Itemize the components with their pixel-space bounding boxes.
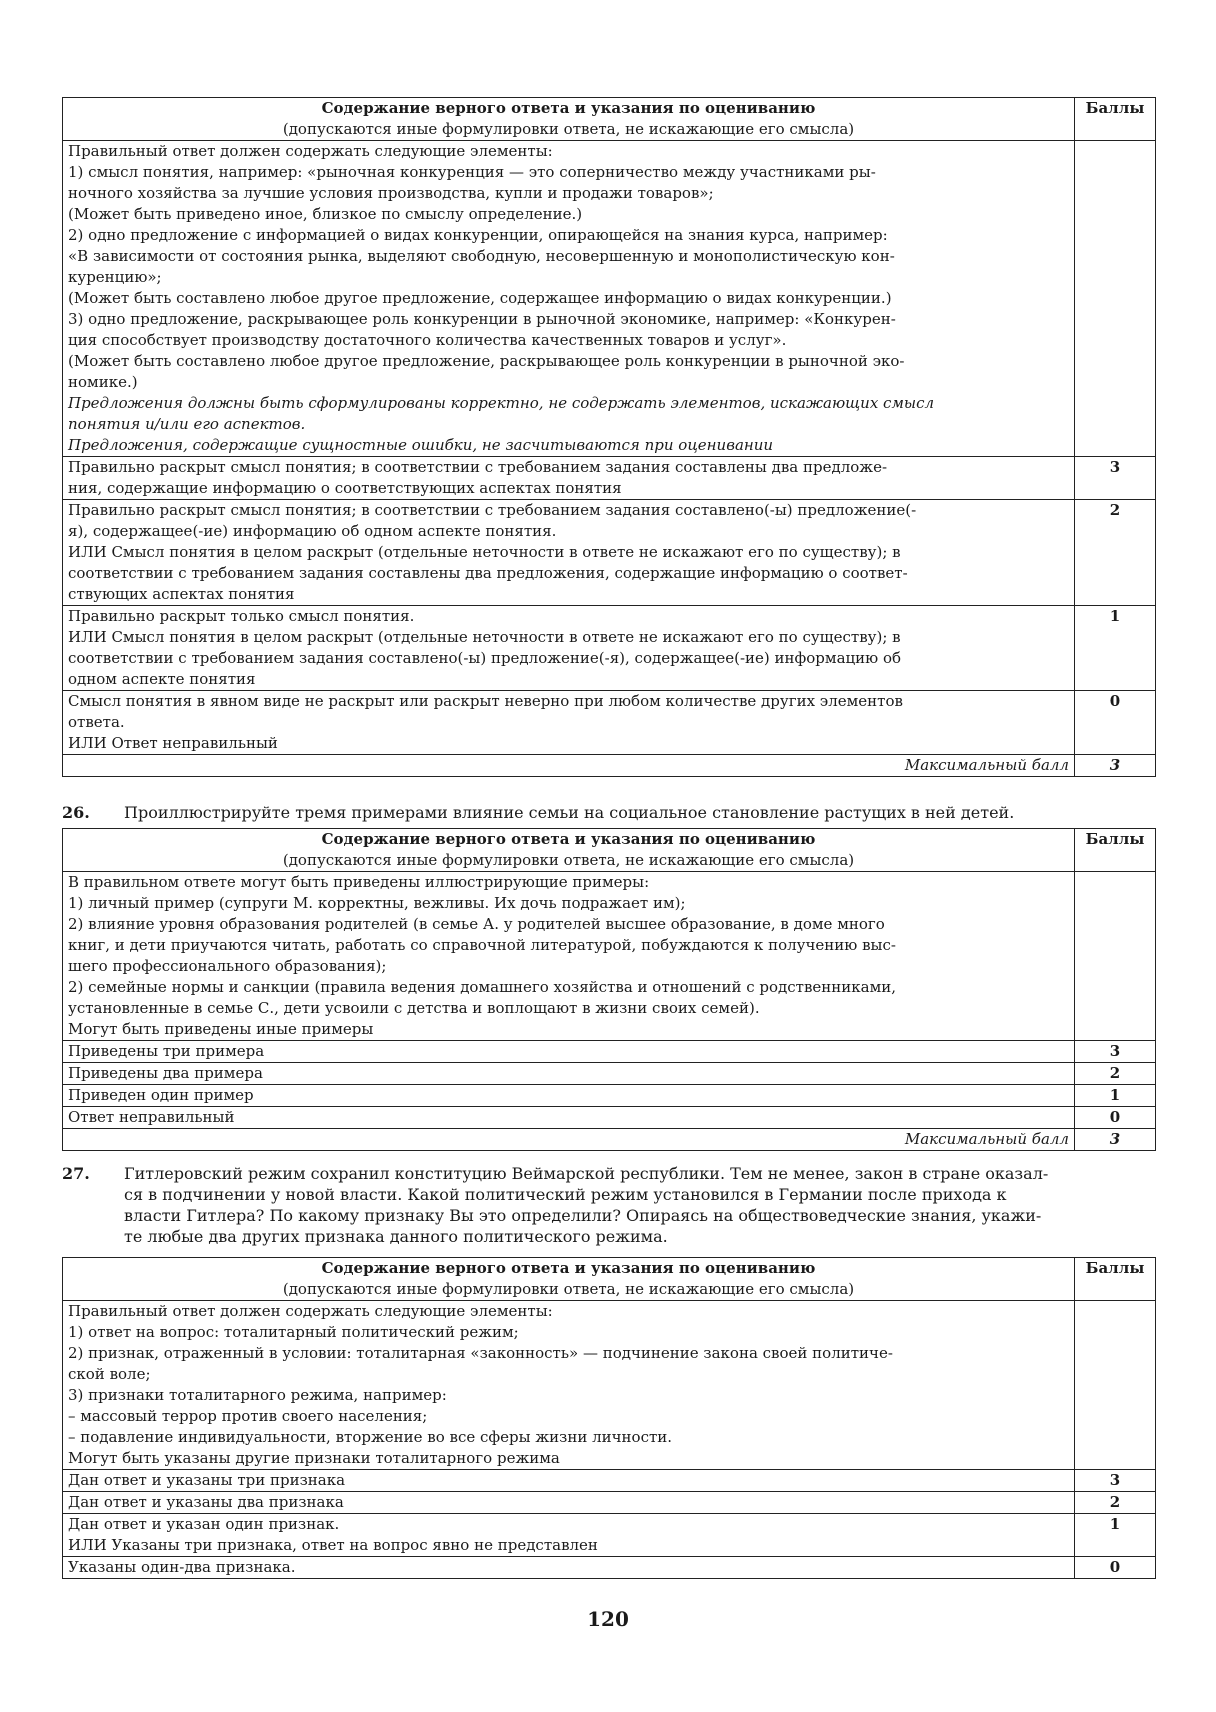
answer-line: номике.) [68, 373, 138, 391]
header-subtitle: (допускаются иные формулировки ответа, не искажающие его смысла) [282, 1280, 855, 1298]
answer-content-cell [63, 141, 1075, 457]
answer-line: 1) смысл понятия, например: «рыночная конкуренция — это соперничество между участниками ры- [68, 163, 876, 181]
criterion-row [63, 606, 1156, 691]
criterion-score: 1 [1075, 606, 1156, 691]
criterion-line: Правильно раскрыт смысл понятия; в соответствии с требованием задания составлено(-ы) предложение(- [68, 501, 917, 519]
empty-score-cell [1075, 872, 1156, 1041]
question-line: те любые два других признака данного политического режима. [124, 1227, 668, 1246]
table-header-row [63, 829, 1156, 872]
criterion-line: Указаны один-два признака. [68, 1558, 296, 1576]
table-header-title-cell [63, 829, 1075, 872]
criterion-line: ИЛИ Смысл понятия в целом раскрыт (отдельные неточности в ответе не искажают его по существу); в [68, 628, 901, 646]
answer-line: 3) одно предложение, раскрывающее роль конкуренции в рыночной экономике, например: «Конкурен- [68, 310, 896, 328]
criterion-line: соответствии с требованием задания составлены два предложения, содержащие информацию о соответ- [68, 564, 908, 582]
answer-line: Могут быть указаны другие признаки тоталитарного режима [68, 1449, 560, 1467]
points-column-header: Баллы [1075, 1258, 1156, 1301]
criterion-row [63, 1041, 1156, 1063]
criterion-line: ИЛИ Ответ неправильный [68, 734, 278, 752]
task25-criteria-table [62, 97, 1156, 777]
empty-score-cell [1075, 141, 1156, 457]
answer-line: 1) ответ на вопрос: тоталитарный политический режим; [68, 1323, 519, 1341]
answer-line: (Может быть составлено любое другое предложение, раскрывающее роль конкуренции в рыночной эко- [68, 352, 905, 370]
criterion-score: 2 [1075, 1492, 1156, 1514]
criterion-line: я), содержащее(-ие) информацию об одном аспекте понятия. [68, 522, 557, 540]
criterion-cell [63, 606, 1075, 691]
criterion-row [63, 1107, 1156, 1129]
criterion-cell: Приведен один пример [63, 1085, 1075, 1107]
criterion-score: 3 [1075, 1041, 1156, 1063]
header-title: Содержание верного ответа и указания по оцениванию [321, 1259, 816, 1277]
header-subtitle: (допускаются иные формулировки ответа, не искажающие его смысла) [282, 851, 855, 869]
criterion-row [63, 457, 1156, 500]
answer-line: Правильный ответ должен содержать следующие элементы: [68, 1302, 553, 1320]
criterion-line: одном аспекте понятия [68, 670, 256, 688]
answer-line: 2) влияние уровня образования родителей (в семье А. у родителей высшее образование, в доме много [68, 915, 885, 933]
answer-line: В правильном ответе могут быть приведены иллюстрирующие примеры: [68, 873, 650, 891]
max-score-row [63, 755, 1156, 777]
task-question-text [124, 1163, 1155, 1247]
answer-line: 2) одно предложение с информацией о видах конкуренции, опирающейся на знания курса, например: [68, 226, 888, 244]
answer-line: шего профессионального образования); [68, 957, 387, 975]
header-title: Содержание верного ответа и указания по оцениванию [321, 99, 816, 117]
criterion-score: 0 [1075, 691, 1156, 755]
task27-question [62, 1163, 1155, 1247]
answer-line: ция способствует производству достаточного количества качественных товаров и услуг». [68, 331, 787, 349]
criterion-line: Дан ответ и указан один признак. [68, 1515, 340, 1533]
criterion-row [63, 500, 1156, 606]
criterion-cell: Ответ неправильный [63, 1107, 1075, 1129]
criterion-line: ствующих аспектах понятия [68, 585, 295, 603]
answer-line: Могут быть приведены иные примеры [68, 1020, 374, 1038]
answer-line: 2) семейные нормы и санкции (правила ведения домашнего хозяйства и отношений с родственниками, [68, 978, 897, 996]
criterion-score: 0 [1075, 1557, 1156, 1579]
answer-line: книг, и дети приучаются читать, работать со справочной литературой, побуждаются к получению выс- [68, 936, 896, 954]
criterion-row [63, 1470, 1156, 1492]
max-score-value: 3 [1075, 1129, 1156, 1151]
criterion-score: 2 [1075, 500, 1156, 606]
answer-line: «В зависимости от состояния рынка, выделяют свободную, несовершенную и монополистическую кон- [68, 247, 895, 265]
criterion-cell [63, 457, 1075, 500]
criterion-score: 1 [1075, 1085, 1156, 1107]
answer-content-cell [63, 1301, 1075, 1470]
criterion-row [63, 1557, 1156, 1579]
note-line: Предложения, содержащие сущностные ошибки, не засчитываются при оценивании [68, 436, 774, 454]
answer-line: (Может быть составлено любое другое предложение, содержащее информацию о видах конкуренции.) [68, 289, 892, 307]
criterion-cell [63, 691, 1075, 755]
criterion-line: Правильно раскрыт только смысл понятия. [68, 607, 415, 625]
answer-line: – массовый террор против своего населения; [68, 1407, 428, 1425]
answer-content-row [63, 141, 1156, 457]
criterion-cell [63, 1470, 1075, 1492]
criterion-score: 3 [1075, 457, 1156, 500]
answer-line: установленные в семье С., дети усвоили с детства и воплощают в жизни своих семей). [68, 999, 760, 1017]
task-question-text: Проиллюстрируйте тремя примерами влияние семьи на социальное становление растущих в ней детей. [124, 803, 1015, 822]
note-line: понятия и/или его аспектов. [68, 415, 306, 433]
max-score-label: Максимальный балл [63, 1129, 1075, 1151]
criterion-score: 1 [1075, 1514, 1156, 1557]
header-subtitle: (допускаются иные формулировки ответа, не искажающие его смысла) [282, 120, 855, 138]
criterion-score: 3 [1075, 1470, 1156, 1492]
criterion-row [63, 1085, 1156, 1107]
page-number: 120 [587, 1607, 629, 1631]
answer-line: куренцию»; [68, 268, 162, 286]
answer-content-row [63, 872, 1156, 1041]
answer-content-row [63, 1301, 1156, 1470]
answer-content-cell [63, 872, 1075, 1041]
task-number: 26. [62, 803, 90, 822]
criterion-cell [63, 500, 1075, 606]
criterion-cell [63, 1514, 1075, 1557]
criterion-line: Дан ответ и указаны три признака [68, 1471, 346, 1489]
task-number: 27. [62, 1164, 90, 1183]
criterion-score: 0 [1075, 1107, 1156, 1129]
question-line: ся в подчинении у новой власти. Какой политический режим установился в Германии после прихода к [124, 1185, 1007, 1204]
criterion-cell: Приведены два примера [63, 1063, 1075, 1085]
criterion-line: Смысл понятия в явном виде не раскрыт или раскрыт неверно при любом количестве других элементов [68, 692, 903, 710]
points-column-header: Баллы [1075, 829, 1156, 872]
task26-question [62, 802, 1155, 823]
criterion-cell: Приведены три примера [63, 1041, 1075, 1063]
max-score-row [63, 1129, 1156, 1151]
table-header-row [63, 98, 1156, 141]
criterion-cell [63, 1557, 1075, 1579]
table-header-title-cell [63, 1258, 1075, 1301]
task26-criteria-table [62, 828, 1156, 1151]
answer-line: – подавление индивидуальности, вторжение во все сферы жизни личности. [68, 1428, 673, 1446]
points-column-header: Баллы [1075, 98, 1156, 141]
criterion-row [63, 1063, 1156, 1085]
criterion-row [63, 1492, 1156, 1514]
max-score-value: 3 [1075, 755, 1156, 777]
criterion-line: соответствии с требованием задания составлено(-ы) предложение(-я), содержащее(-ие) информацию об [68, 649, 902, 667]
task27-criteria-table [62, 1257, 1156, 1579]
criterion-line: ответа. [68, 713, 125, 731]
answer-line: (Может быть приведено иное, близкое по смыслу определение.) [68, 205, 583, 223]
criterion-cell [63, 1492, 1075, 1514]
note-line: Предложения должны быть сформулированы корректно, не содержать элементов, искажающих смысл [68, 394, 935, 412]
answer-line: ской воле; [68, 1365, 151, 1383]
criterion-line: Правильно раскрыт смысл понятия; в соответствии с требованием задания составлены два предложе- [68, 458, 888, 476]
answer-line: ночного хозяйства за лучшие условия производства, купли и продажи товаров»; [68, 184, 714, 202]
max-score-label: Максимальный балл [63, 755, 1075, 777]
criterion-line: ИЛИ Смысл понятия в целом раскрыт (отдельные неточности в ответе не искажают его по существу); в [68, 543, 901, 561]
answer-line: 3) признаки тоталитарного режима, например: [68, 1386, 447, 1404]
criterion-line: ИЛИ Указаны три признака, ответ на вопрос явно не представлен [68, 1536, 598, 1554]
question-line: власти Гитлера? По какому признаку Вы это определили? Опираясь на обществоведческие знания, укажи- [124, 1206, 1042, 1225]
answer-line: 2) признак, отраженный в условии: тоталитарная «законность» — подчинение закона своей политиче- [68, 1344, 893, 1362]
question-line: Гитлеровский режим сохранил конституцию Веймарской республики. Тем не менее, закон в стране оказал- [124, 1164, 1049, 1183]
criterion-line: ния, содержащие информацию о соответствующих аспектах понятия [68, 479, 622, 497]
table-header-row [63, 1258, 1156, 1301]
table-header-title-cell [63, 98, 1075, 141]
criterion-row [63, 1514, 1156, 1557]
criterion-row [63, 691, 1156, 755]
empty-score-cell [1075, 1301, 1156, 1470]
criterion-score: 2 [1075, 1063, 1156, 1085]
header-title: Содержание верного ответа и указания по оцениванию [321, 830, 816, 848]
criterion-line: Дан ответ и указаны два признака [68, 1493, 344, 1511]
answer-line: Правильный ответ должен содержать следующие элементы: [68, 142, 553, 160]
answer-line: 1) личный пример (супруги М. корректны, вежливы. Их дочь подражает им); [68, 894, 686, 912]
